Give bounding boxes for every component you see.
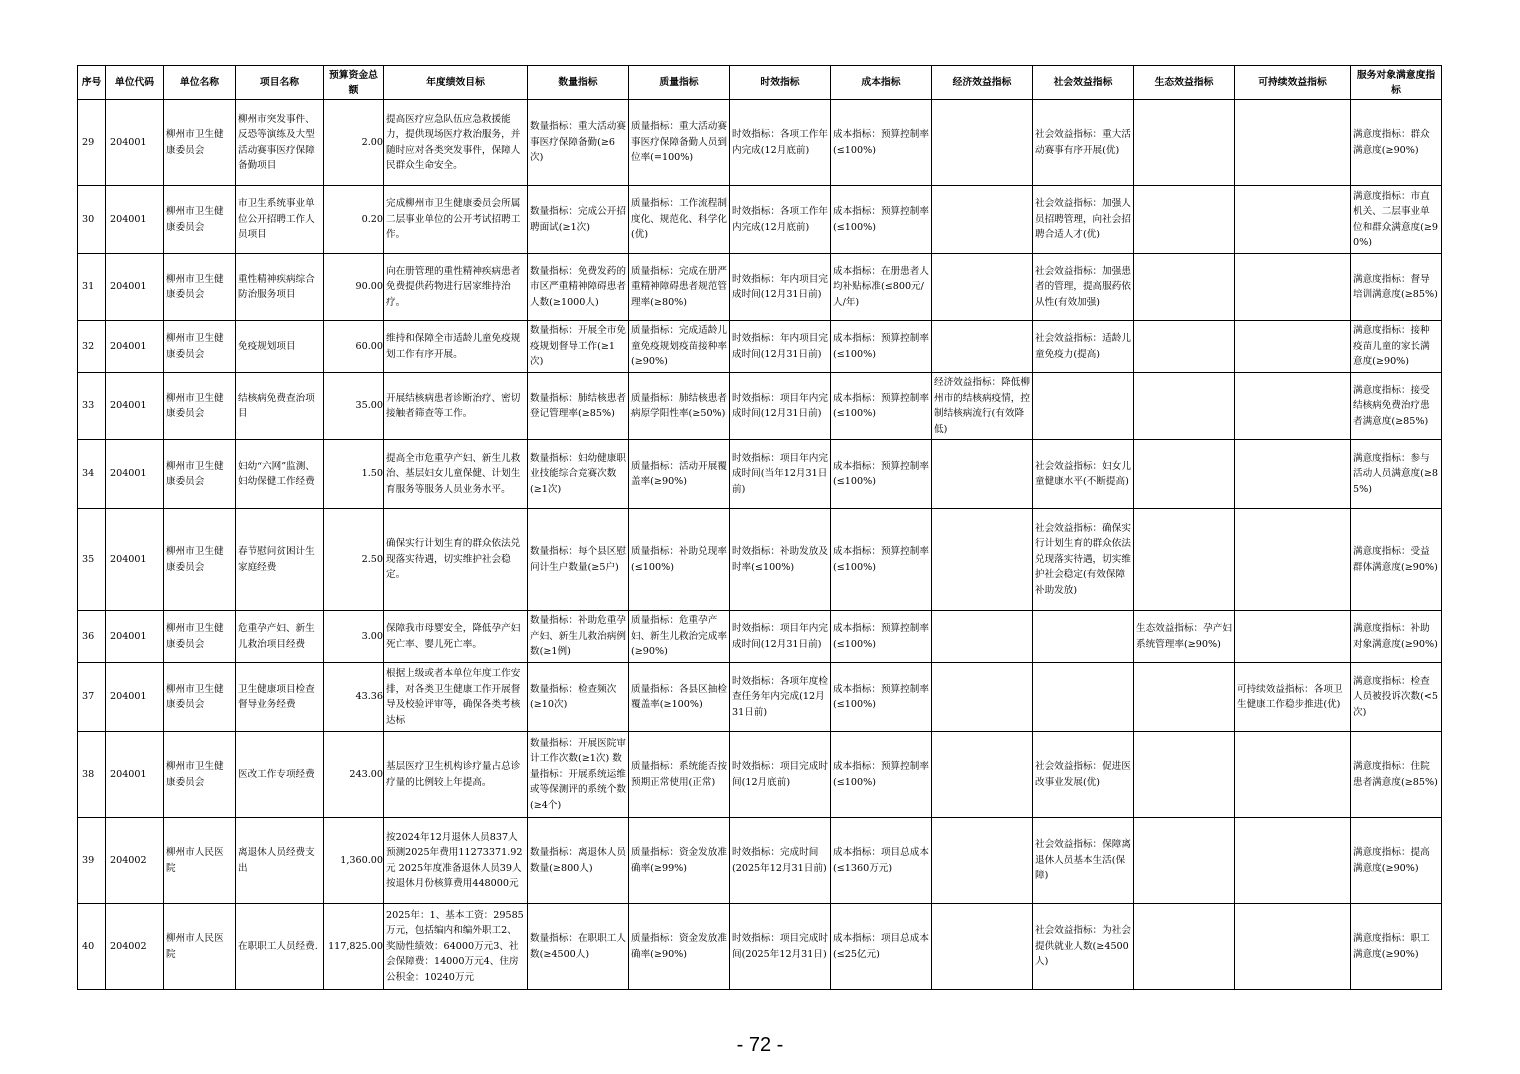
cell-ecological-indicator: [1134, 321, 1235, 373]
cell-sustainable-indicator: [1235, 611, 1351, 663]
cell-seq: 36: [78, 611, 106, 663]
cell-sustainable-indicator: [1235, 818, 1351, 904]
cell-social-indicator: 社会效益指标：为社会提供就业人数(≥4500人): [1033, 904, 1134, 990]
cell-unit-code: 204001: [106, 611, 164, 663]
table-body: [78, 100, 1442, 990]
cell-satisfaction-indicator: 满意度指标：检查人员被投诉次数(<5次): [1351, 663, 1442, 732]
cell-sustainable-indicator: [1235, 373, 1351, 440]
cell-timeliness-indicator: 时效指标：完成时间(2025年12月31日前): [730, 818, 831, 904]
cell-satisfaction-indicator: 满意度指标：接种疫苗儿童的家长满意度(≥90%): [1351, 321, 1442, 373]
header-unit-code: 单位代码: [106, 66, 164, 100]
cell-ecological-indicator: [1134, 186, 1235, 254]
cell-satisfaction-indicator: 满意度指标：补助对象满意度(≥90%): [1351, 611, 1442, 663]
cell-project-name: 在职职工人员经费.: [236, 904, 324, 990]
cell-annual-goal: 基层医疗卫生机构诊疗量占总诊疗量的比例较上年提高。: [384, 732, 528, 818]
cell-cost-indicator: 成本指标：预算控制率(≤100%): [831, 611, 932, 663]
cell-project-name: 市卫生系统事业单位公开招聘工作人员项目: [236, 186, 324, 254]
cell-cost-indicator: 成本指标：预算控制率(≤100%): [831, 100, 932, 186]
cell-unit-name: 柳州市卫生健康委员会: [164, 440, 236, 509]
performance-table: [77, 65, 1442, 990]
cell-project-name: 危重孕产妇、新生儿救治项目经费: [236, 611, 324, 663]
cell-economic-indicator: [932, 186, 1033, 254]
cell-social-indicator: 社会效益指标：促进医改事业发展(优): [1033, 732, 1134, 818]
cell-budget-fund: 1,360.00: [324, 818, 384, 904]
table-row: [78, 254, 1442, 321]
cell-ecological-indicator: [1134, 663, 1235, 732]
cell-timeliness-indicator: 时效指标：项目完成时间(2025年12月31日): [730, 904, 831, 990]
cell-quantity-indicator: 数量指标：肺结核患者登记管理率(≥85%): [528, 373, 629, 440]
cell-quantity-indicator: 数量指标：每个县区慰问计生户数量(≥5户): [528, 509, 629, 611]
cell-sustainable-indicator: [1235, 100, 1351, 186]
cell-economic-indicator: [932, 100, 1033, 186]
table-row: [78, 373, 1442, 440]
cell-unit-code: 204001: [106, 373, 164, 440]
cell-annual-goal: 向在册管理的重性精神疾病患者免费提供药物进行居家维持治疗。: [384, 254, 528, 321]
cell-cost-indicator: 成本指标：预算控制率(≤100%): [831, 663, 932, 732]
cell-social-indicator: 社会效益指标：保障离退休人员基本生活(保障): [1033, 818, 1134, 904]
table-row: [78, 321, 1442, 373]
table-row: [78, 818, 1442, 904]
cell-unit-code: 204002: [106, 818, 164, 904]
cell-economic-indicator: [932, 321, 1033, 373]
cell-quality-indicator: 质量指标：活动开展覆盖率(≥90%): [629, 440, 730, 509]
cell-seq: 40: [78, 904, 106, 990]
cell-quality-indicator: 质量指标：资金发放准确率(≥99%): [629, 818, 730, 904]
cell-timeliness-indicator: 时效指标：项目年内完成时间(当年12月31日前): [730, 440, 831, 509]
cell-quantity-indicator: 数量指标：离退休人员数量(≥800人): [528, 818, 629, 904]
cell-unit-code: 204001: [106, 663, 164, 732]
cell-cost-indicator: 成本指标：预算控制率(≤100%): [831, 509, 932, 611]
cell-cost-indicator: 成本指标：项目总成本(≤25亿元): [831, 904, 932, 990]
table-row: [78, 663, 1442, 732]
cell-seq: 38: [78, 732, 106, 818]
cell-seq: 32: [78, 321, 106, 373]
cell-economic-indicator: [932, 254, 1033, 321]
cell-timeliness-indicator: 时效指标：项目完成时间(12月底前): [730, 732, 831, 818]
cell-timeliness-indicator: 时效指标：项目年内完成时间(12月31日前): [730, 373, 831, 440]
cell-cost-indicator: 成本指标：预算控制率(≤100%): [831, 732, 932, 818]
cell-satisfaction-indicator: 满意度指标：群众满意度(≥90%): [1351, 100, 1442, 186]
cell-sustainable-indicator: [1235, 732, 1351, 818]
cell-quantity-indicator: 数量指标：重大活动赛事医疗保障备勤(≥6次): [528, 100, 629, 186]
cell-ecological-indicator: [1134, 509, 1235, 611]
cell-budget-fund: 35.00: [324, 373, 384, 440]
cell-social-indicator: 社会效益指标：适龄儿童免疫力(提高): [1033, 321, 1134, 373]
cell-satisfaction-indicator: 满意度指标：市直机关、二层事业单位和群众满意度(≥90%): [1351, 186, 1442, 254]
cell-unit-name: 柳州市卫生健康委员会: [164, 663, 236, 732]
cell-cost-indicator: 成本指标：在册患者人均补贴标准(≤800元/人/年): [831, 254, 932, 321]
cell-social-indicator: 社会效益指标：重大活动赛事有序开展(优): [1033, 100, 1134, 186]
cell-social-indicator: 社会效益指标：加强患者的管理，提高服药依从性(有效加强): [1033, 254, 1134, 321]
cell-economic-indicator: [932, 818, 1033, 904]
cell-ecological-indicator: [1134, 818, 1235, 904]
cell-unit-code: 204001: [106, 321, 164, 373]
cell-budget-fund: 3.00: [324, 611, 384, 663]
cell-budget-fund: 0.20: [324, 186, 384, 254]
cell-quantity-indicator: 数量指标：补助危重孕产妇、新生儿救治病例数(≥1例): [528, 611, 629, 663]
cell-seq: 33: [78, 373, 106, 440]
cell-quantity-indicator: 数量指标：妇幼健康职业技能综合竞赛次数(≥1次): [528, 440, 629, 509]
cell-ecological-indicator: [1134, 732, 1235, 818]
cell-unit-name: 柳州市卫生健康委员会: [164, 373, 236, 440]
cell-timeliness-indicator: 时效指标：各项工作年内完成(12月底前): [730, 100, 831, 186]
cell-economic-indicator: [932, 509, 1033, 611]
table-row: [78, 732, 1442, 818]
cell-unit-name: 柳州市卫生健康委员会: [164, 611, 236, 663]
cell-satisfaction-indicator: 满意度指标：住院患者满意度(≥85%): [1351, 732, 1442, 818]
cell-timeliness-indicator: 时效指标：各项年度检查任务年内完成(12月31日前): [730, 663, 831, 732]
header-ecological-indicator: 生态效益指标: [1134, 66, 1235, 100]
cell-unit-name: 柳州市卫生健康委员会: [164, 509, 236, 611]
table-row: [78, 186, 1442, 254]
cell-seq: 31: [78, 254, 106, 321]
cell-social-indicator: 社会效益指标：妇女儿童健康水平(不断提高): [1033, 440, 1134, 509]
cell-annual-goal: 提高医疗应急队伍应急救援能力，提供现场医疗救治服务，并随时应对各类突发事件，保障人民群众生命安全。: [384, 100, 528, 186]
cell-social-indicator: [1033, 663, 1134, 732]
header-quality-indicator: 质量指标: [629, 66, 730, 100]
cell-budget-fund: 2.00: [324, 100, 384, 186]
cell-quality-indicator: 质量指标：资金发放准确率(≥90%): [629, 904, 730, 990]
cell-unit-code: 204001: [106, 440, 164, 509]
cell-ecological-indicator: [1134, 440, 1235, 509]
cell-quantity-indicator: 数量指标：开展医院审计工作次数(≥1次) 数量指标：开展系统运维或等保测评的系统个数(≥4个): [528, 732, 629, 818]
cell-quality-indicator: 质量指标：危重孕产妇、新生儿救治完成率(≥90%): [629, 611, 730, 663]
table-row: [78, 904, 1442, 990]
cell-ecological-indicator: [1134, 373, 1235, 440]
cell-unit-name: 柳州市卫生健康委员会: [164, 732, 236, 818]
header-satisfaction-indicator: 服务对象满意度指标: [1351, 66, 1442, 100]
cell-cost-indicator: 成本指标：预算控制率(≤100%): [831, 440, 932, 509]
header-sustainable-indicator: 可持续效益指标: [1235, 66, 1351, 100]
cell-satisfaction-indicator: 满意度指标：参与活动人员满意度(≥85%): [1351, 440, 1442, 509]
cell-quality-indicator: 质量指标：各县区抽检覆盖率(≥100%): [629, 663, 730, 732]
cell-economic-indicator: [932, 904, 1033, 990]
cell-unit-name: 柳州市卫生健康委员会: [164, 254, 236, 321]
header-social-indicator: 社会效益指标: [1033, 66, 1134, 100]
cell-seq: 37: [78, 663, 106, 732]
cell-sustainable-indicator: [1235, 254, 1351, 321]
cell-project-name: 离退休人员经费支出: [236, 818, 324, 904]
cell-project-name: 春节慰问贫困计生家庭经费: [236, 509, 324, 611]
cell-ecological-indicator: [1134, 100, 1235, 186]
cell-seq: 39: [78, 818, 106, 904]
table-row: [78, 440, 1442, 509]
cell-unit-name: 柳州市卫生健康委员会: [164, 100, 236, 186]
cell-quality-indicator: 质量指标：重大活动赛事医疗保障备勤人员到位率(=100%): [629, 100, 730, 186]
cell-ecological-indicator: [1134, 254, 1235, 321]
page-number: - 72 -: [736, 1034, 784, 1056]
cell-cost-indicator: 成本指标：预算控制率(≤100%): [831, 321, 932, 373]
header-seq: 序号: [78, 66, 106, 100]
cell-satisfaction-indicator: 满意度指标：督导培训满意度(≥85%): [1351, 254, 1442, 321]
cell-economic-indicator: [932, 611, 1033, 663]
cell-annual-goal: 提高全市危重孕产妇、新生儿救治、基层妇女儿童保健、计划生育服务等服务人员业务水平。: [384, 440, 528, 509]
cell-budget-fund: 243.00: [324, 732, 384, 818]
header-budget-fund: 预算资金总额: [324, 66, 384, 100]
cell-project-name: 卫生健康项目检查督导业务经费: [236, 663, 324, 732]
cell-project-name: 免疫规划项目: [236, 321, 324, 373]
table-header: [78, 66, 1442, 100]
cell-quality-indicator: 质量指标：肺结核患者病原学阳性率(≥50%): [629, 373, 730, 440]
cell-satisfaction-indicator: 满意度指标：提高满意度(≥90%): [1351, 818, 1442, 904]
cell-quantity-indicator: 数量指标：完成公开招聘面试(≥1次): [528, 186, 629, 254]
cell-satisfaction-indicator: 满意度指标：受益群体满意度(≥90%): [1351, 509, 1442, 611]
header-economic-indicator: 经济效益指标: [932, 66, 1033, 100]
cell-project-name: 妇幼“六网”监测、妇幼保健工作经费: [236, 440, 324, 509]
cell-economic-indicator: [932, 440, 1033, 509]
cell-unit-name: 柳州市人民医院: [164, 904, 236, 990]
cell-unit-code: 204001: [106, 100, 164, 186]
cell-seq: 30: [78, 186, 106, 254]
cell-unit-name: 柳州市人民医院: [164, 818, 236, 904]
cell-unit-code: 204001: [106, 186, 164, 254]
cell-project-name: 结核病免费查治项目: [236, 373, 324, 440]
cell-timeliness-indicator: 时效指标：年内项目完成时间(12月31日前): [730, 321, 831, 373]
cell-budget-fund: 43.36: [324, 663, 384, 732]
cell-quality-indicator: 质量指标：完成在册严重精神障碍患者规范管理率(≥80%): [629, 254, 730, 321]
table-row: [78, 611, 1442, 663]
cell-economic-indicator: [932, 663, 1033, 732]
cell-budget-fund: 1.50: [324, 440, 384, 509]
cell-seq: 34: [78, 440, 106, 509]
cell-seq: 29: [78, 100, 106, 186]
header-annual-goal: 年度绩效目标: [384, 66, 528, 100]
cell-unit-code: 204001: [106, 732, 164, 818]
table-row: [78, 509, 1442, 611]
cell-social-indicator: [1033, 373, 1134, 440]
header-project-name: 项目名称: [236, 66, 324, 100]
cell-annual-goal: 根据上级或者本单位年度工作安排，对各类卫生健康工作开展督导及校验评审等，确保各类考核达标: [384, 663, 528, 732]
cell-budget-fund: 117,825.00: [324, 904, 384, 990]
cell-satisfaction-indicator: 满意度指标：职工满意度(≥90%): [1351, 904, 1442, 990]
cell-timeliness-indicator: 时效指标：补助发放及时率(≤100%): [730, 509, 831, 611]
cell-quality-indicator: 质量指标：系统能否按预期正常使用(正常): [629, 732, 730, 818]
header-unit-name: 单位名称: [164, 66, 236, 100]
header-cost-indicator: 成本指标: [831, 66, 932, 100]
cell-unit-name: 柳州市卫生健康委员会: [164, 186, 236, 254]
cell-cost-indicator: 成本指标：预算控制率(≤100%): [831, 373, 932, 440]
cell-timeliness-indicator: 时效指标：年内项目完成时间(12月31日前): [730, 254, 831, 321]
cell-annual-goal: 按2024年12月退休人员837人预测2025年费用11273371.92元 2025年度准备退休人员39人按退休月份核算费用448000元: [384, 818, 528, 904]
cell-unit-code: 204001: [106, 509, 164, 611]
cell-sustainable-indicator: 可持续效益指标：各项卫生健康工作稳步推进(优): [1235, 663, 1351, 732]
cell-annual-goal: 开展结核病患者诊断治疗、密切接触者筛查等工作。: [384, 373, 528, 440]
cell-quantity-indicator: 数量指标：检查频次(≥10次): [528, 663, 629, 732]
header-quantity-indicator: 数量指标: [528, 66, 629, 100]
cell-quality-indicator: 质量指标：补助兑现率(≤100%): [629, 509, 730, 611]
cell-annual-goal: 2025年：1、基本工资：29585万元，包括编内和编外职工2、奖励性绩效：64000万元3、社会保障费：14000万元4、住房公积金：10240万元: [384, 904, 528, 990]
cell-quantity-indicator: 数量指标：在职职工人数(≥4500人): [528, 904, 629, 990]
cell-ecological-indicator: 生态效益指标：孕产妇系统管理率(≥90%): [1134, 611, 1235, 663]
cell-timeliness-indicator: 时效指标：项目年内完成时间(12月31日前): [730, 611, 831, 663]
cell-cost-indicator: 成本指标：预算控制率(≤100%): [831, 186, 932, 254]
cell-economic-indicator: 经济效益指标：降低柳州市的结核病疫情，控制结核病流行(有效降低): [932, 373, 1033, 440]
cell-quantity-indicator: 数量指标：开展全市免疫规划督导工作(≥1次): [528, 321, 629, 373]
cell-social-indicator: 社会效益指标：加强人员招聘管理，向社会招聘合适人才(优): [1033, 186, 1134, 254]
cell-annual-goal: 保障我市母婴安全，降低孕产妇死亡率、婴儿死亡率。: [384, 611, 528, 663]
cell-project-name: 医改工作专项经费: [236, 732, 324, 818]
cell-project-name: 重性精神疾病综合防治服务项目: [236, 254, 324, 321]
cell-quality-indicator: 质量指标：完成适龄儿童免疫规划疫苗接种率(≥90%): [629, 321, 730, 373]
cell-budget-fund: 2.50: [324, 509, 384, 611]
cell-annual-goal: 确保实行计划生育的群众依法兑现落实待遇，切实维护社会稳定。: [384, 509, 528, 611]
cell-unit-name: 柳州市卫生健康委员会: [164, 321, 236, 373]
cell-timeliness-indicator: 时效指标：各项工作年内完成(12月底前): [730, 186, 831, 254]
cell-budget-fund: 90.00: [324, 254, 384, 321]
table-row: [78, 100, 1442, 186]
cell-unit-code: 204001: [106, 254, 164, 321]
cell-project-name: 柳州市突发事件、反恐等演练及大型活动赛事医疗保障备勤项目: [236, 100, 324, 186]
cell-satisfaction-indicator: 满意度指标：接受结核病免费治疗患者满意度(≥85%): [1351, 373, 1442, 440]
cell-sustainable-indicator: [1235, 904, 1351, 990]
cell-quantity-indicator: 数量指标：免费发药的市区严重精神障碍患者人数(≥1000人): [528, 254, 629, 321]
header-timeliness-indicator: 时效指标: [730, 66, 831, 100]
cell-ecological-indicator: [1134, 904, 1235, 990]
cell-social-indicator: [1033, 611, 1134, 663]
cell-sustainable-indicator: [1235, 186, 1351, 254]
cell-cost-indicator: 成本指标：项目总成本(≤1360万元): [831, 818, 932, 904]
cell-social-indicator: 社会效益指标：确保实行计划生育的群众依法兑现落实待遇，切实维护社会稳定(有效保障补助发放): [1033, 509, 1134, 611]
cell-sustainable-indicator: [1235, 440, 1351, 509]
cell-annual-goal: 完成柳州市卫生健康委员会所属二层事业单位的公开考试招聘工作。: [384, 186, 528, 254]
cell-budget-fund: 60.00: [324, 321, 384, 373]
cell-seq: 35: [78, 509, 106, 611]
cell-quality-indicator: 质量指标：工作流程制度化、规范化、科学化(优): [629, 186, 730, 254]
cell-sustainable-indicator: [1235, 509, 1351, 611]
cell-annual-goal: 维持和保障全市适龄儿童免疫规划工作有序开展。: [384, 321, 528, 373]
cell-sustainable-indicator: [1235, 321, 1351, 373]
cell-economic-indicator: [932, 732, 1033, 818]
cell-unit-code: 204002: [106, 904, 164, 990]
